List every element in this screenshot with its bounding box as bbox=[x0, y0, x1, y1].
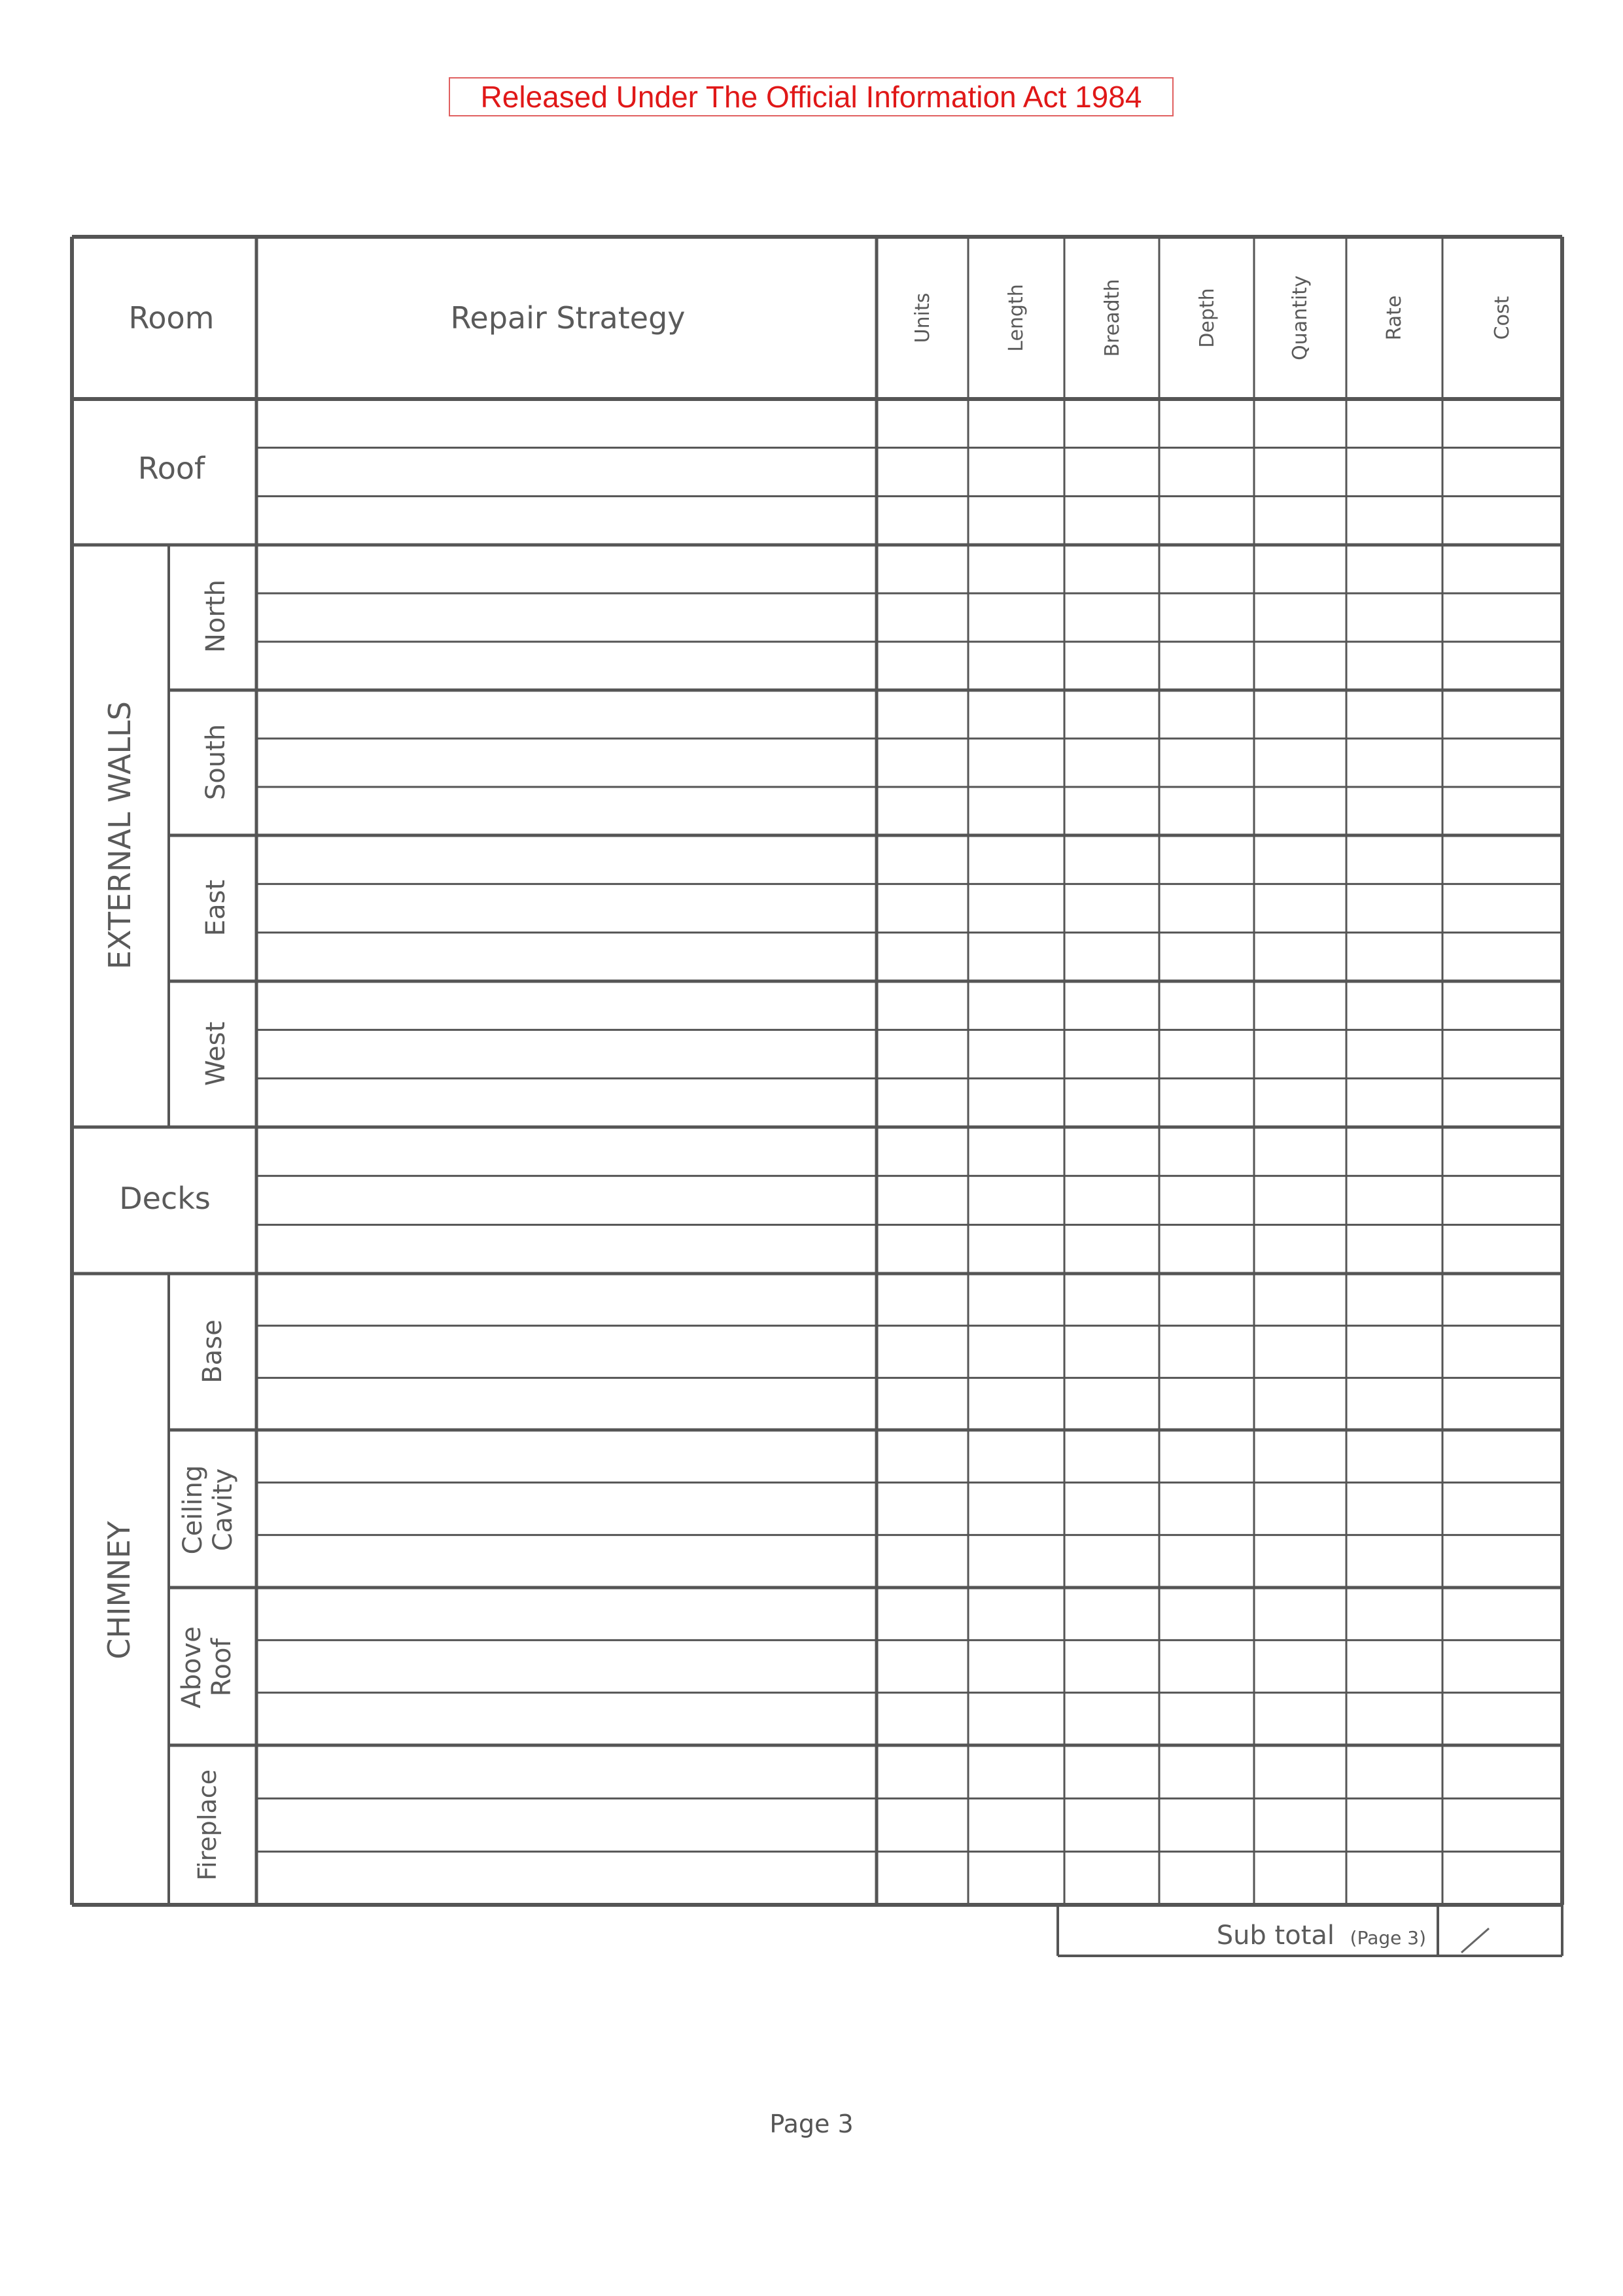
column-header-length: Length bbox=[1005, 284, 1028, 352]
column-header-cost: Cost bbox=[1491, 296, 1514, 340]
column-header-rate: Rate bbox=[1383, 295, 1406, 341]
header-repair-strategy: Repair Strategy bbox=[450, 300, 686, 336]
section-above-roof: Above bbox=[177, 1626, 207, 1709]
column-header-quantity: Quantity bbox=[1289, 275, 1312, 360]
column-header-depth: Depth bbox=[1196, 288, 1219, 348]
section-ceiling-cavity-2: Cavity bbox=[208, 1468, 238, 1552]
subtotal-check-mark bbox=[1461, 1928, 1489, 1953]
column-header-units: Units bbox=[911, 292, 934, 343]
subtotal-page-ref: (Page 3) bbox=[1350, 1927, 1426, 1949]
section-west: West bbox=[201, 1021, 231, 1087]
section-chimney: CHIMNEY bbox=[101, 1521, 137, 1660]
section-fireplace: Fireplace bbox=[193, 1769, 222, 1881]
section-north: North bbox=[201, 580, 231, 653]
section-decks: Decks bbox=[119, 1181, 211, 1216]
section-east: East bbox=[201, 879, 231, 937]
section-roof: Roof bbox=[137, 451, 205, 486]
section-south: South bbox=[201, 723, 231, 801]
section-base: Base bbox=[198, 1319, 228, 1383]
release-banner: Released Under The Official Information Act 1984 bbox=[449, 77, 1174, 116]
header-room: Room bbox=[128, 300, 215, 336]
section-above-roof-2: Roof bbox=[207, 1638, 237, 1697]
section-ceiling-cavity: Ceiling bbox=[178, 1465, 208, 1555]
subtotal-label: Sub total bbox=[1216, 1921, 1335, 1951]
section-external-walls: EXTERNAL WALLS bbox=[102, 701, 137, 969]
page-number: Page 3 bbox=[769, 2110, 854, 2138]
column-header-breadth: Breadth bbox=[1101, 279, 1124, 357]
